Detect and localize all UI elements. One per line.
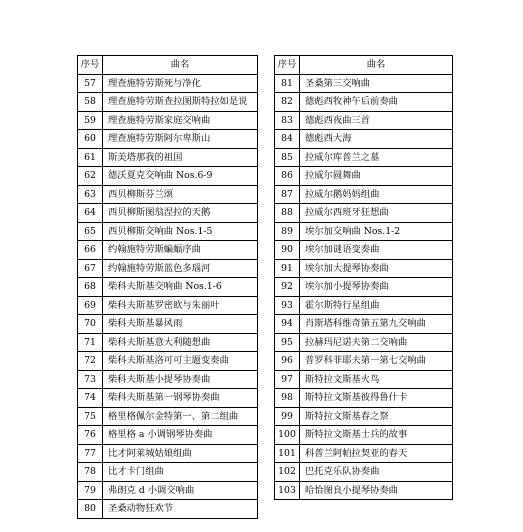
table-row (275, 148, 453, 167)
row-number: 69 (78, 296, 103, 315)
row-title: 斯特拉文斯基火鸟 (300, 370, 453, 389)
row-number: 91 (275, 259, 300, 278)
table-row (78, 389, 258, 408)
row-title: 比才卡门组曲 (103, 463, 258, 482)
row-number: 80 (78, 500, 103, 519)
row-title: 埃尔加谜语变奏曲 (300, 241, 453, 260)
row-number: 89 (275, 222, 300, 241)
row-title: 斯特拉文斯基士兵的故事 (300, 426, 453, 445)
table-row (78, 148, 258, 167)
table-row (78, 111, 258, 130)
row-number: 98 (275, 389, 300, 408)
table-row (275, 370, 453, 389)
table-row (275, 74, 453, 93)
row-number: 57 (78, 74, 103, 93)
row-title: 西贝柳斯芬兰颂 (103, 185, 258, 204)
row-title: 德彪西大海 (300, 130, 453, 149)
row-number: 103 (275, 481, 300, 500)
table-row (275, 167, 453, 186)
row-number: 87 (275, 185, 300, 204)
row-number: 73 (78, 370, 103, 389)
row-title: 拉威尔鹅妈妈组曲 (300, 185, 453, 204)
row-title: 约翰施特劳斯蝙蝠序曲 (103, 241, 258, 260)
row-number: 58 (78, 93, 103, 112)
row-number: 101 (275, 444, 300, 463)
table-row (275, 111, 453, 130)
row-title: 弗朗克 d 小调交响曲 (103, 481, 258, 500)
table-row (275, 481, 453, 500)
row-title: 理查施特劳斯阿尔卑斯山 (103, 130, 258, 149)
row-number: 90 (275, 241, 300, 260)
table-row (275, 241, 453, 260)
row-number: 62 (78, 167, 103, 186)
row-title: 理查施特劳斯家庭交响曲 (103, 111, 258, 130)
row-number: 81 (275, 74, 300, 93)
row-title: 拉威尔西班牙狂想曲 (300, 204, 453, 223)
row-number: 77 (78, 444, 103, 463)
row-number: 86 (275, 167, 300, 186)
table-row (275, 130, 453, 149)
table-row (78, 500, 258, 519)
table-row (78, 259, 258, 278)
row-number: 92 (275, 278, 300, 297)
table-row (275, 315, 453, 334)
row-number: 78 (78, 463, 103, 482)
row-number: 66 (78, 241, 103, 260)
row-number: 94 (275, 315, 300, 334)
row-title: 拉威尔库普兰之墓 (300, 148, 453, 167)
row-number: 102 (275, 463, 300, 482)
table-row (78, 130, 258, 149)
table-row (275, 296, 453, 315)
row-title: 斯特拉文斯基彼得鲁什卡 (300, 389, 453, 408)
table-row (275, 407, 453, 426)
row-number: 96 (275, 352, 300, 371)
table-row (78, 204, 258, 223)
table-row (78, 278, 258, 297)
row-title: 科普兰阿帕拉契亚的春天 (300, 444, 453, 463)
header-row (78, 56, 258, 75)
row-number: 100 (275, 426, 300, 445)
row-title: 斯特拉文斯基春之祭 (300, 407, 453, 426)
row-number: 88 (275, 204, 300, 223)
row-title: 西贝柳斯交响曲 Nos.1-5 (103, 222, 258, 241)
row-title: 柴科夫斯基交响曲 Nos.1-6 (103, 278, 258, 297)
row-number: 72 (78, 352, 103, 371)
row-number: 74 (78, 389, 103, 408)
row-number: 71 (78, 333, 103, 352)
row-title: 斯美塔那我的祖国 (103, 148, 258, 167)
table-row (275, 463, 453, 482)
row-title: 德沃夏克交响曲 Nos.6-9 (103, 167, 258, 186)
table-row (78, 370, 258, 389)
header-number: 序号 (78, 56, 103, 75)
table-row (275, 444, 453, 463)
table-row (275, 259, 453, 278)
row-title: 普罗科菲耶夫第一第七交响曲 (300, 352, 453, 371)
table-row (78, 333, 258, 352)
row-number: 97 (275, 370, 300, 389)
table-row (275, 333, 453, 352)
row-number: 70 (78, 315, 103, 334)
row-number: 84 (275, 130, 300, 149)
left-music-table (77, 55, 258, 519)
row-title: 德彪西牧神午后前奏曲 (300, 93, 453, 112)
table-row (78, 241, 258, 260)
row-title: 理查施特劳斯死与净化 (103, 74, 258, 93)
table-row (78, 444, 258, 463)
table-row (275, 389, 453, 408)
table-row (78, 296, 258, 315)
row-number: 83 (275, 111, 300, 130)
row-title: 柴科夫斯基罗密欧与朱丽叶 (103, 296, 258, 315)
table-row (275, 352, 453, 371)
row-title: 理查施特劳斯查拉图斯特拉如是说 (103, 93, 258, 112)
table-row (78, 185, 258, 204)
row-number: 76 (78, 426, 103, 445)
row-title: 柴科夫斯基洛可可主题变奏曲 (103, 352, 258, 371)
table-row (78, 426, 258, 445)
table-row (78, 315, 258, 334)
table-row (78, 222, 258, 241)
row-number: 75 (78, 407, 103, 426)
row-title: 德彪西夜曲三首 (300, 111, 453, 130)
row-number: 82 (275, 93, 300, 112)
header-title: 曲名 (103, 56, 258, 75)
row-title: 圣桑动物狂欢节 (103, 500, 258, 519)
table-row (275, 222, 453, 241)
row-number: 68 (78, 278, 103, 297)
row-number: 79 (78, 481, 103, 500)
row-title: 霍尔斯特行星组曲 (300, 296, 453, 315)
table-row (78, 74, 258, 93)
row-number: 85 (275, 148, 300, 167)
table-row (78, 481, 258, 500)
row-title: 哈恰图良小提琴协奏曲 (300, 481, 453, 500)
header-title: 曲名 (300, 56, 453, 75)
row-title: 拉赫玛尼诺夫第二交响曲 (300, 333, 453, 352)
table-row (275, 278, 453, 297)
row-number: 61 (78, 148, 103, 167)
header-row (275, 56, 453, 75)
table-row (275, 204, 453, 223)
table-row (275, 93, 453, 112)
row-number: 93 (275, 296, 300, 315)
table-row (275, 185, 453, 204)
row-title: 柴科夫斯基小提琴协奏曲 (103, 370, 258, 389)
row-title: 柴科夫斯基暴风雨 (103, 315, 258, 334)
row-number: 67 (78, 259, 103, 278)
row-title: 柴科夫斯基意大利随想曲 (103, 333, 258, 352)
row-title: 拉威尔圆舞曲 (300, 167, 453, 186)
table-row (78, 352, 258, 371)
table-row (78, 167, 258, 186)
row-title: 格里格 a 小调钢琴协奏曲 (103, 426, 258, 445)
row-title: 格里格佩尔金特第一、第二组曲 (103, 407, 258, 426)
row-title: 肖斯塔科维奇第五第九交响曲 (300, 315, 453, 334)
table-row (78, 463, 258, 482)
row-title: 巴托克乐队协奏曲 (300, 463, 453, 482)
row-number: 63 (78, 185, 103, 204)
table-row (78, 407, 258, 426)
row-title: 埃尔加大提琴协奏曲 (300, 259, 453, 278)
row-number: 65 (78, 222, 103, 241)
table-row (275, 426, 453, 445)
header-number: 序号 (275, 56, 300, 75)
row-number: 64 (78, 204, 103, 223)
table-row (78, 93, 258, 112)
row-number: 59 (78, 111, 103, 130)
row-title: 西贝柳斯图翁涅拉的天鹅 (103, 204, 258, 223)
row-title: 约翰施特劳斯蓝色多瑙河 (103, 259, 258, 278)
row-title: 比才阿莱城姑娘组曲 (103, 444, 258, 463)
row-number: 99 (275, 407, 300, 426)
row-title: 埃尔加小提琴协奏曲 (300, 278, 453, 297)
row-title: 柴科夫斯基第一钢琴协奏曲 (103, 389, 258, 408)
row-number: 95 (275, 333, 300, 352)
row-number: 60 (78, 130, 103, 149)
row-title: 埃尔加交响曲 Nos.1-2 (300, 222, 453, 241)
right-music-table (274, 55, 453, 500)
row-title: 圣桑第三交响曲 (300, 74, 453, 93)
